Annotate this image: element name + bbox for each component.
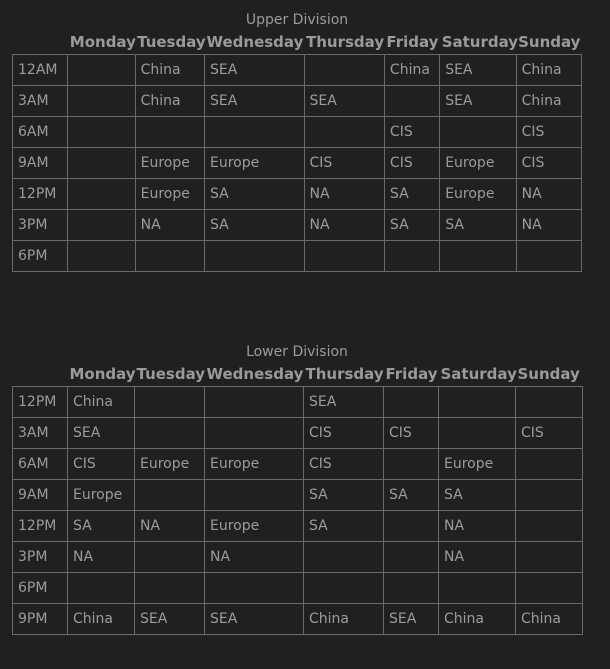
schedule-cell bbox=[304, 542, 384, 573]
table-row bbox=[13, 604, 583, 635]
time-slot-cell: 6AM bbox=[13, 449, 68, 480]
schedule-cell bbox=[516, 449, 583, 480]
day-header-thursday: Thursday bbox=[305, 365, 384, 383]
schedule-cell bbox=[68, 210, 135, 241]
lower-header-row bbox=[13, 362, 583, 387]
schedule-cell: China bbox=[135, 86, 204, 117]
schedule-cell: NA bbox=[439, 511, 516, 542]
schedule-cell bbox=[205, 480, 304, 511]
schedule-cell: SA bbox=[384, 179, 439, 210]
schedule-cell: SA bbox=[304, 480, 384, 511]
schedule-cell bbox=[384, 241, 439, 272]
schedule-cell: SEA bbox=[205, 604, 304, 635]
schedule-cell bbox=[516, 480, 583, 511]
schedule-cell: SEA bbox=[304, 86, 384, 117]
schedule-cell: NA bbox=[304, 210, 384, 241]
schedule-cell: SA bbox=[304, 511, 384, 542]
table-row bbox=[13, 449, 583, 480]
schedule-cell: SEA bbox=[304, 387, 384, 418]
schedule-cell: China bbox=[439, 604, 516, 635]
schedule-cell: SEA bbox=[135, 604, 205, 635]
schedule-cell bbox=[304, 573, 384, 604]
schedule-cell bbox=[205, 573, 304, 604]
time-slot-cell: 6PM bbox=[13, 573, 68, 604]
schedule-cell bbox=[135, 542, 205, 573]
day-header-thursday: Thursday bbox=[306, 33, 385, 51]
schedule-cell bbox=[68, 148, 135, 179]
schedule-cell: SA bbox=[204, 179, 304, 210]
schedule-cell: China bbox=[516, 604, 583, 635]
schedule-cell: SEA bbox=[204, 55, 304, 86]
upper-division-table bbox=[12, 30, 582, 272]
time-slot-cell: 6AM bbox=[13, 117, 68, 148]
schedule-cell: Europe bbox=[135, 148, 204, 179]
schedule-cell bbox=[384, 542, 439, 573]
day-header-friday: Friday bbox=[385, 365, 438, 383]
schedule-cell bbox=[304, 55, 384, 86]
time-slot-cell: 9AM bbox=[13, 148, 68, 179]
schedule-cell: SA bbox=[384, 210, 439, 241]
schedule-cell bbox=[440, 117, 516, 148]
time-slot-cell: 3PM bbox=[13, 210, 68, 241]
day-header-tuesday: Tuesday bbox=[137, 33, 206, 51]
schedule-cell bbox=[440, 241, 516, 272]
schedule-cell: NA bbox=[304, 179, 384, 210]
schedule-cell bbox=[68, 179, 135, 210]
schedule-cell bbox=[68, 241, 135, 272]
table-row bbox=[13, 179, 582, 210]
table-row bbox=[13, 542, 583, 573]
schedule-cell: NA bbox=[135, 511, 205, 542]
day-header-monday: Monday bbox=[69, 365, 136, 383]
schedule-cell bbox=[68, 55, 135, 86]
schedule-cell: SEA bbox=[384, 604, 439, 635]
schedule-cell: SA bbox=[440, 210, 516, 241]
schedule-cell: China bbox=[516, 55, 581, 86]
schedule-cell: SEA bbox=[68, 418, 135, 449]
schedule-cell bbox=[205, 418, 304, 449]
time-slot-cell: 9AM bbox=[13, 480, 68, 511]
schedule-cell: Europe bbox=[135, 179, 204, 210]
day-header-tuesday: Tuesday bbox=[136, 365, 206, 383]
schedule-cell bbox=[516, 387, 583, 418]
schedule-cell: SA bbox=[204, 210, 304, 241]
day-header-saturday: Saturday bbox=[440, 365, 517, 383]
time-slot-cell: 3AM bbox=[13, 86, 68, 117]
day-header-friday: Friday bbox=[386, 33, 439, 51]
schedule-cell bbox=[384, 573, 439, 604]
schedule-cell: CIS bbox=[384, 148, 439, 179]
table-row bbox=[13, 387, 583, 418]
schedule-cell bbox=[384, 387, 439, 418]
schedule-cell: NA bbox=[205, 542, 304, 573]
table-row bbox=[13, 480, 583, 511]
schedule-cell: SA bbox=[439, 480, 516, 511]
lower-division-section bbox=[12, 342, 582, 635]
schedule-cell bbox=[439, 418, 516, 449]
schedule-cell bbox=[68, 86, 135, 117]
upper-division-title: Upper Division bbox=[245, 12, 349, 28]
schedule-cell bbox=[135, 117, 204, 148]
upper-header-row bbox=[13, 30, 582, 55]
schedule-cell: CIS bbox=[516, 117, 581, 148]
schedule-cell bbox=[135, 573, 205, 604]
schedule-cell bbox=[384, 511, 439, 542]
schedule-cell bbox=[439, 573, 516, 604]
schedule-cell bbox=[135, 241, 204, 272]
schedule-cell bbox=[384, 449, 439, 480]
schedule-cell bbox=[516, 241, 581, 272]
schedule-cell bbox=[68, 573, 135, 604]
schedule-cell: NA bbox=[135, 210, 204, 241]
schedule-cell: Europe bbox=[204, 148, 304, 179]
schedule-cell: China bbox=[304, 604, 384, 635]
schedule-cell: China bbox=[68, 387, 135, 418]
day-header-sunday: Sunday bbox=[518, 33, 581, 51]
schedule-cell bbox=[68, 117, 135, 148]
schedule-cell: CIS bbox=[304, 418, 384, 449]
time-header bbox=[13, 362, 68, 387]
schedule-cell: China bbox=[384, 55, 439, 86]
table-row bbox=[13, 117, 582, 148]
schedule-cell: NA bbox=[516, 210, 581, 241]
schedule-cell: CIS bbox=[384, 117, 439, 148]
time-slot-cell: 12AM bbox=[13, 55, 68, 86]
schedule-cell: Europe bbox=[205, 449, 304, 480]
time-header bbox=[13, 30, 68, 55]
schedule-cell bbox=[135, 480, 205, 511]
time-slot-cell: 9PM bbox=[13, 604, 68, 635]
upper-division-section bbox=[12, 10, 582, 272]
schedule-cell bbox=[439, 387, 516, 418]
table-row bbox=[13, 511, 583, 542]
time-slot-cell: 12PM bbox=[13, 387, 68, 418]
day-header-wednesday: Wednesday bbox=[206, 33, 304, 51]
lower-division-table bbox=[12, 362, 583, 635]
table-row bbox=[13, 573, 583, 604]
schedule-cell: CIS bbox=[516, 148, 581, 179]
schedule-cell: Europe bbox=[205, 511, 304, 542]
schedule-cell: China bbox=[135, 55, 204, 86]
schedule-cell bbox=[304, 241, 384, 272]
schedule-cell: SEA bbox=[204, 86, 304, 117]
time-slot-cell: 12PM bbox=[13, 179, 68, 210]
schedule-cell bbox=[204, 241, 304, 272]
table-row bbox=[13, 210, 582, 241]
time-slot-cell: 12PM bbox=[13, 511, 68, 542]
schedule-cell: Europe bbox=[68, 480, 135, 511]
schedule-cell bbox=[516, 511, 583, 542]
table-row bbox=[13, 418, 583, 449]
schedule-cell bbox=[304, 117, 384, 148]
schedule-cell: CIS bbox=[304, 449, 384, 480]
table-row bbox=[13, 148, 582, 179]
time-slot-cell: 3PM bbox=[13, 542, 68, 573]
schedule-cell: SA bbox=[68, 511, 135, 542]
schedule-cell bbox=[516, 573, 583, 604]
day-header-monday: Monday bbox=[69, 33, 136, 51]
day-header-sunday: Sunday bbox=[517, 365, 580, 383]
schedule-cell: NA bbox=[439, 542, 516, 573]
lower-division-title: Lower Division bbox=[246, 344, 348, 360]
schedule-cell: SA bbox=[384, 480, 439, 511]
schedule-cell: SEA bbox=[440, 55, 516, 86]
time-slot-cell: 6PM bbox=[13, 241, 68, 272]
table-row bbox=[13, 241, 582, 272]
schedule-cell: CIS bbox=[516, 418, 583, 449]
schedule-cell: CIS bbox=[68, 449, 135, 480]
schedule-cell bbox=[204, 117, 304, 148]
schedule-cell: SEA bbox=[440, 86, 516, 117]
schedule-cell bbox=[516, 542, 583, 573]
schedule-cell: Europe bbox=[439, 449, 516, 480]
day-header-wednesday: Wednesday bbox=[206, 365, 304, 383]
table-row bbox=[13, 86, 582, 117]
time-slot-cell: 3AM bbox=[13, 418, 68, 449]
table-row bbox=[13, 55, 582, 86]
schedule-cell bbox=[205, 387, 304, 418]
day-header-saturday: Saturday bbox=[441, 33, 519, 51]
schedule-cell: CIS bbox=[384, 418, 439, 449]
schedule-cell bbox=[135, 387, 205, 418]
schedule-cell: NA bbox=[516, 179, 581, 210]
schedule-cell: NA bbox=[68, 542, 135, 573]
schedule-cell: China bbox=[516, 86, 581, 117]
schedule-cell: China bbox=[68, 604, 135, 635]
schedule-cell: Europe bbox=[440, 148, 516, 179]
schedule-cell: CIS bbox=[304, 148, 384, 179]
schedule-cell: Europe bbox=[135, 449, 205, 480]
schedule-cell bbox=[135, 418, 205, 449]
schedule-cell bbox=[384, 86, 439, 117]
schedule-cell: Europe bbox=[440, 179, 516, 210]
